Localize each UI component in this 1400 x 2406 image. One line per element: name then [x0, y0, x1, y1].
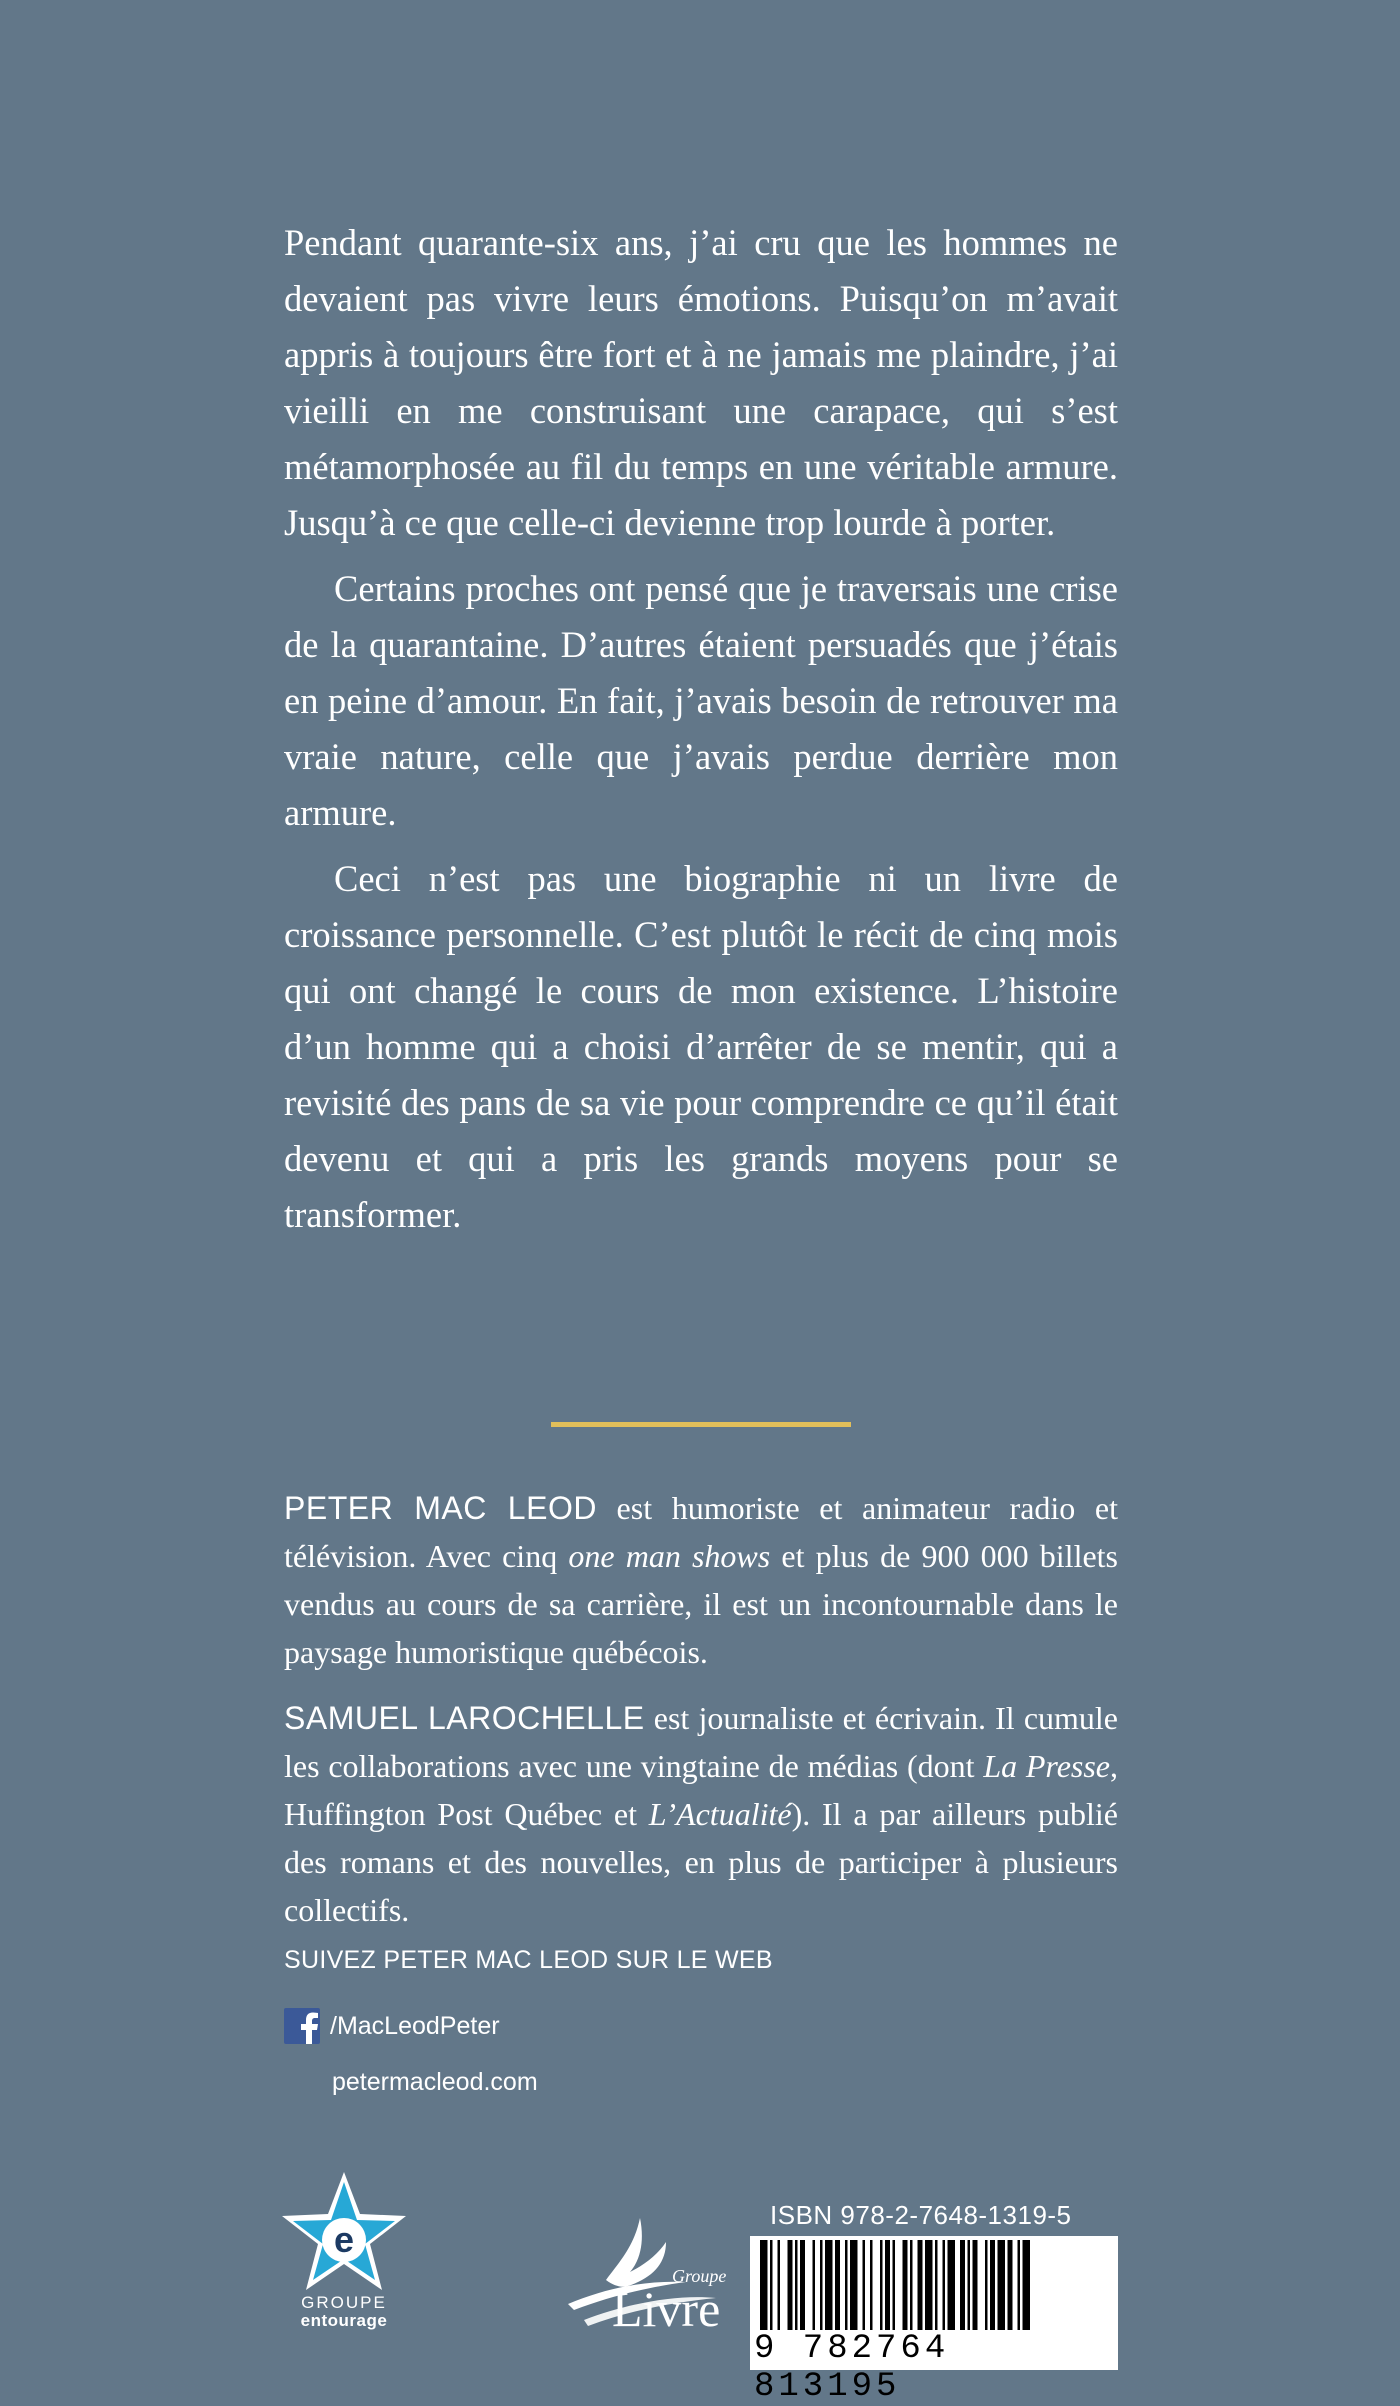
blurb-paragraph-2: Certains proches ont pensé que je traversais une crise de la quarantaine. D’autres étaient persuadés que j’étais en peine d’amour. En fait, j’avais besoin de retrouver ma vraie nature, celle que j’avais perdue derrière mon armure.	[284, 568, 1118, 833]
facebook-icon	[284, 2008, 320, 2044]
livre-wordmark: Livre	[612, 2281, 721, 2337]
follow-heading: SUIVEZ PETER MAC LEOD SUR LE WEB	[284, 1946, 773, 1974]
facebook-handle: /MacLeodPeter	[330, 2011, 500, 2040]
bio-samuel-italic-2: L’Actualité	[648, 1796, 792, 1832]
blurb-paragraph-3: Ceci n’est pas une biographie ni un livre de croissance personnelle. C’est plutôt le récit de cinq mois qui ont changé le cours de mon existence. L’histoire d’un homme qui a choisi d’arrêter de se mentir, qui a revisité des pans de sa vie pour comprendre ce qu’il était devenu et qui a pris les grands moyens pour se transformer.	[284, 858, 1118, 1235]
back-cover-blurb	[284, 215, 1118, 1243]
bio-samuel-text-2: , Huffington Post Québec et	[284, 1748, 1119, 1832]
entourage-line-2: entourage	[300, 2311, 388, 2330]
entourage-line-1: GROUPE	[301, 2293, 387, 2312]
author-name-samuel: SAMUEL LAROCHELLE	[284, 1700, 645, 1736]
author-bios	[284, 1484, 1118, 1934]
facebook-link[interactable]	[284, 2006, 500, 2046]
barcode-bars	[750, 2236, 1118, 2332]
bio-samuel-italic-1: La Presse	[983, 1748, 1111, 1784]
livre-small-word: Groupe	[672, 2266, 727, 2286]
blurb-paragraph-1: Pendant quarante-six ans, j’ai cru que les hommes ne devaient pas vivre leurs émotions. Puisqu’on m’avait appris à toujours être fort et à ne jamais me plaindre, j’ai vieilli en me construisant une carapace, qui s’est métamorphosée au fil du temps en une véritable armure. Jusqu’à ce que celle-ci devienne trop lourde à porter.	[284, 222, 1118, 543]
bio-peter-text-2: et plus de 900 000 billets vendus au cours de sa carrière, il est un incontournable dans le paysage humoristique québécois.	[284, 1538, 1119, 1670]
bio-peter	[284, 1484, 1118, 1676]
bio-samuel	[284, 1694, 1118, 1934]
website-link[interactable]: petermacleod.com	[332, 2068, 538, 2096]
gold-divider	[551, 1422, 851, 1427]
barcode-digits: 9 782764 813195	[754, 2330, 950, 2406]
bio-peter-italic: one man shows	[568, 1538, 771, 1574]
bio-samuel-text-1: est journaliste et écrivain. Il cumule les collaborations avec une vingtaine de médias (dont	[284, 1700, 1119, 1784]
isbn-label: ISBN 978-2-7648-1319-5	[770, 2200, 1072, 2230]
bio-samuel-text-3: ). Il a par ailleurs publié des romans et des nouvelles, en plus de participer à plusieurs collectifs.	[284, 1796, 1119, 1928]
author-name-peter: PETER MAC LEOD	[284, 1490, 597, 1526]
entourage-wordmark	[278, 2294, 410, 2330]
entourage-letter: e	[333, 2219, 355, 2260]
bio-peter-text-1: est humoriste et animateur radio et télévision. Avec cinq	[284, 1490, 1118, 1574]
